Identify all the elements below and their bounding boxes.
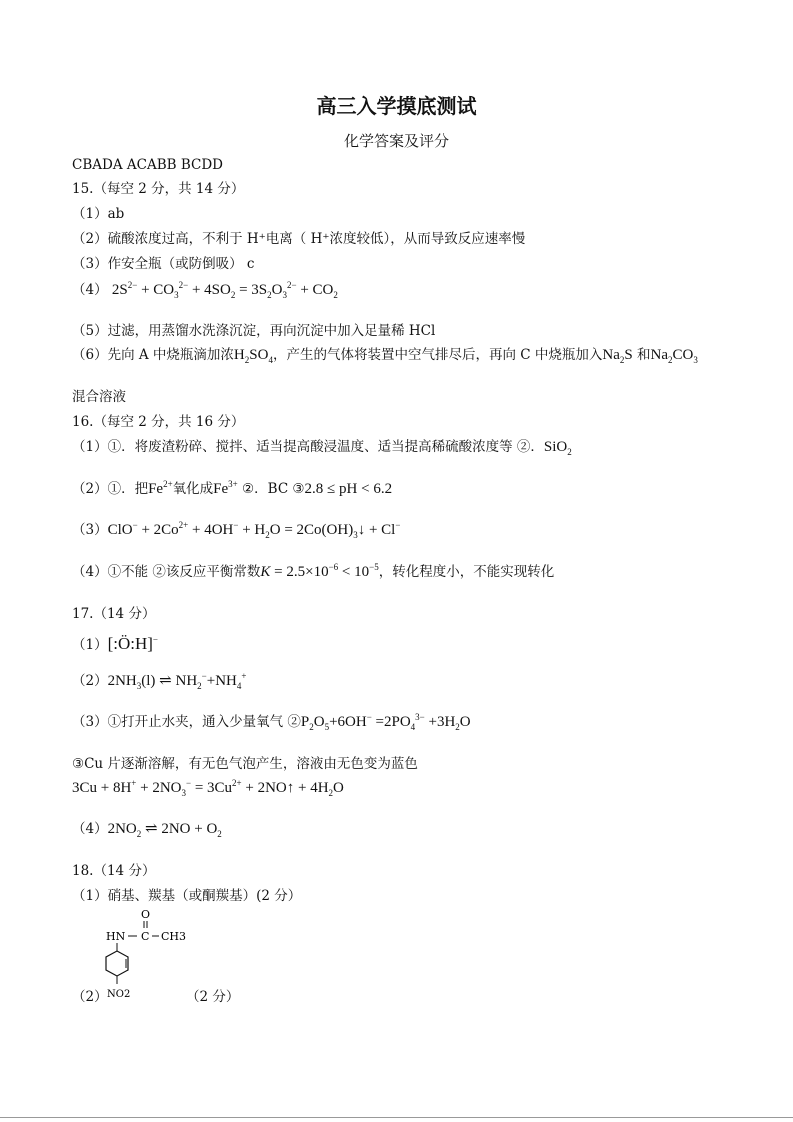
q15-answer-6-tail: 混合溶液 <box>72 389 126 405</box>
q16-header: 16.（每空 2 分，共 16 分） <box>72 414 245 430</box>
q15-answer-6: （6）先向 A 中烧瓶滴加浓$H_2SO_4$，产生的气体将装置中空气排尽后，再向 C 中烧瓶加入$Na_2S$ 和$Na_2CO_3$ <box>72 347 698 365</box>
struct-ch3: CH3 <box>161 930 187 943</box>
q15-answer-5: （5）过滤，用蒸馏水洗涤沉淀，再向沉淀中加入足量稀 HCl <box>72 323 436 339</box>
q17-answer-3: （3）①打开止水夹，通入少量氧气 $②P_2O_5+6OH^- =2PO_4^{3-} +3H_2O$ <box>72 712 471 732</box>
choice-answers: CBADA ACABB BCDD <box>72 157 223 173</box>
struct-no2: NO2 <box>107 989 131 1000</box>
q17-answer-2: $(2)2NH_3(l)$ ⇌ $NH_2^-+NH_4^+$ <box>72 671 247 691</box>
q15-answer-4: （4） $2S^{2-} + CO_3^{2-} + 4SO_2 = 3S_2O_3^{2-} + CO_2$ <box>72 280 338 300</box>
page-subtitle: 化学答案及评分 <box>343 132 449 150</box>
q17-answer-3c: ③Cu 片逐渐溶解，有无色气泡产生，溶液由无色变为蓝色 <box>72 756 418 772</box>
q15-answer-2: （2）硫酸浓度过高，不利于 H⁺电离（ H⁺浓度较低），从而导致反应速率慢 <box>72 231 526 247</box>
structural-formula <box>104 906 194 1006</box>
struct-hn: HN <box>106 930 126 943</box>
q18-answer-2-score: （2 分） <box>186 989 240 1005</box>
page-title: 高三入学摸底测试 <box>316 94 477 118</box>
q16-answer-3: $(3)ClO^- + 2Co^{2+} + 4OH^- + H_2O$ = $2Co(OH)_3↓ + Cl^-$ <box>72 520 401 540</box>
struct-carbon: C <box>141 930 150 943</box>
q17-equation-cu: $3Cu + 8H^+ + 2NO_3^- = 3Cu^{2+}$ + 2NO↑ + $4H_2O$ <box>72 778 344 798</box>
q17-answer-4: $(4)2NO_2$ ⇌ $2NO + O_2$ <box>72 821 222 839</box>
q15-answer-3: （3）作安全瓶（或防倒吸） c <box>72 256 255 272</box>
q16-answer-2: （2）①．把$Fe^{2+}$氧化成$Fe^{3+}$ ②．BC ③2.8 ≤ pH < 6.2 <box>72 479 393 497</box>
q17-answer-1: （1）[:Ö:H]− <box>72 634 158 653</box>
q15-equation: $2S^{2-} + CO_3^{2-} + 4SO_2 = 3S_2O_3^{2-} + CO_2$ <box>111 280 338 300</box>
q15-header: 15.（每空 2 分，共 14 分） <box>72 181 245 197</box>
q15-answer-1: （1）ab <box>72 206 125 222</box>
q18-header: 18.（14 分） <box>72 863 156 879</box>
q16-answer-1: （1）①．将废渣粉碎、搅拌、适当提高酸浸温度、适当提高稀硫酸浓度等 ②．SiO$_2$ <box>72 439 572 457</box>
q17-header: 17.（14 分） <box>72 606 156 622</box>
q18-answer-2-label: （2） <box>72 989 108 1005</box>
q16-answer-4: （4）①不能 ②该反应平衡常数$K = 2.5\times 10^{-6} < 10^{-5}$，转化程度小，不能实现转化 <box>72 562 555 580</box>
q18-answer-1: （1）硝基、羰基（或酮羰基）(2 分） <box>72 888 302 904</box>
struct-oxygen: O <box>141 908 151 921</box>
bottom-divider <box>0 1117 793 1118</box>
